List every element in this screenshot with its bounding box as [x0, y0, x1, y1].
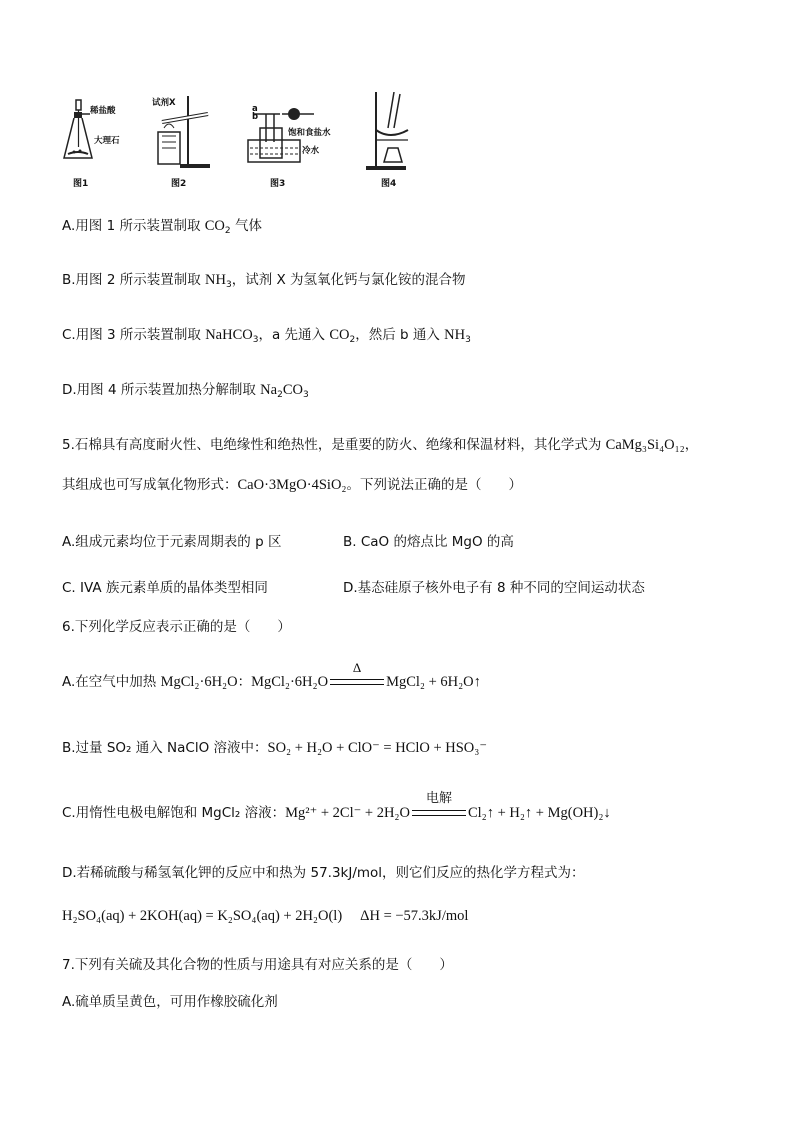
q5-option-d: D.基态硅原子核外电子有 8 种不同的空间运动状态	[343, 580, 645, 596]
q6-option-d: D.若稀硫酸与稀氢氧化钾的反应中和热为 57.3kJ/mol，则它们反应的热化学方程式为：	[62, 865, 585, 881]
port-b-label: b	[252, 112, 259, 122]
q5-option-b: B. CaO 的熔点比 MgO 的高	[343, 534, 514, 550]
q6-option-b: B.过量 SO₂ 通入 NaClO 溶液中：SO₂ + H₂O + ClO⁻ = HClO + HSO₃⁻	[62, 740, 487, 756]
reagent-label: 试剂X	[152, 98, 176, 108]
figure-1-label: 图1	[73, 179, 89, 189]
q4-option-c: C.用图 3 所示装置制取 NaHCO$_3$，a 先通入 $CO_2$，然后 b 通入 $NH_3$	[62, 327, 471, 345]
evaporation-apparatus-icon	[364, 92, 424, 172]
figure-4	[364, 92, 424, 172]
q5-option-c: C. ⅠVA 族元素单质的晶体类型相同	[62, 580, 268, 596]
acid-label: 稀盐酸	[90, 106, 116, 116]
q7-stem: 7.下列有关硫及其化合物的性质与用途具有对应关系的是（ ）	[62, 957, 453, 973]
q6-option-c: C.用惰性电极电解饱和 MgCl₂ 溶液：Mg²⁺ + 2Cl⁻ + 2H₂O 电解 Cl₂↑ + H₂↑ + Mg(OH)₂↓	[62, 791, 611, 821]
q5-stem-line2: 其组成也可写成氧化物形式：CaO·3MgO·4SiO₂。下列说法正确的是（ ）	[62, 477, 522, 493]
q6-option-a: A.在空气中加热 MgCl₂·6H₂O：MgCl₂·6H₂O Δ MgCl₂ + 6H₂O↑	[62, 660, 481, 690]
q5-stem-line1: 5.石棉具有高度耐火性、电绝缘性和绝热性，是重要的防火、绝缘和保温材料，其化学式为 CaMg₃Si₄O₁₂，	[62, 437, 699, 453]
q4-option-a: A.用图 1 所示装置制取 $CO_2$ 气体	[62, 218, 262, 236]
figure-3	[244, 92, 339, 172]
figure-1	[62, 92, 132, 172]
figure-4-label: 图4	[381, 179, 397, 189]
q7-option-a: A.硫单质呈黄色，可用作橡胶硫化剂	[62, 994, 278, 1010]
stone-label: 大理石	[94, 136, 120, 146]
cold-water-label: 冷水	[302, 146, 320, 156]
q6-stem: 6.下列化学反应表示正确的是（ ）	[62, 619, 291, 635]
figure-3-label: 图3	[270, 179, 286, 189]
q5-option-a: A.组成元素均位于元素周期表的 p 区	[62, 534, 282, 550]
figure-2-label: 图2	[171, 179, 187, 189]
brine-label: 饱和食盐水	[288, 128, 331, 138]
q6-option-d-equation: H₂SO₄(aq) + 2KOH(aq) = K₂SO₄(aq) + 2H₂O(l) ΔH = −57.3kJ/mol	[62, 908, 469, 924]
q4-option-d: D.用图 4 所示装置加热分解制取 $Na_2CO_3$	[62, 382, 309, 400]
port-a-label: a	[252, 104, 258, 114]
q4-option-b: B.用图 2 所示装置制取 $NH_3$，试剂 X 为氢氧化钙与氯化铵的混合物	[62, 272, 466, 290]
figure-2	[150, 92, 220, 172]
